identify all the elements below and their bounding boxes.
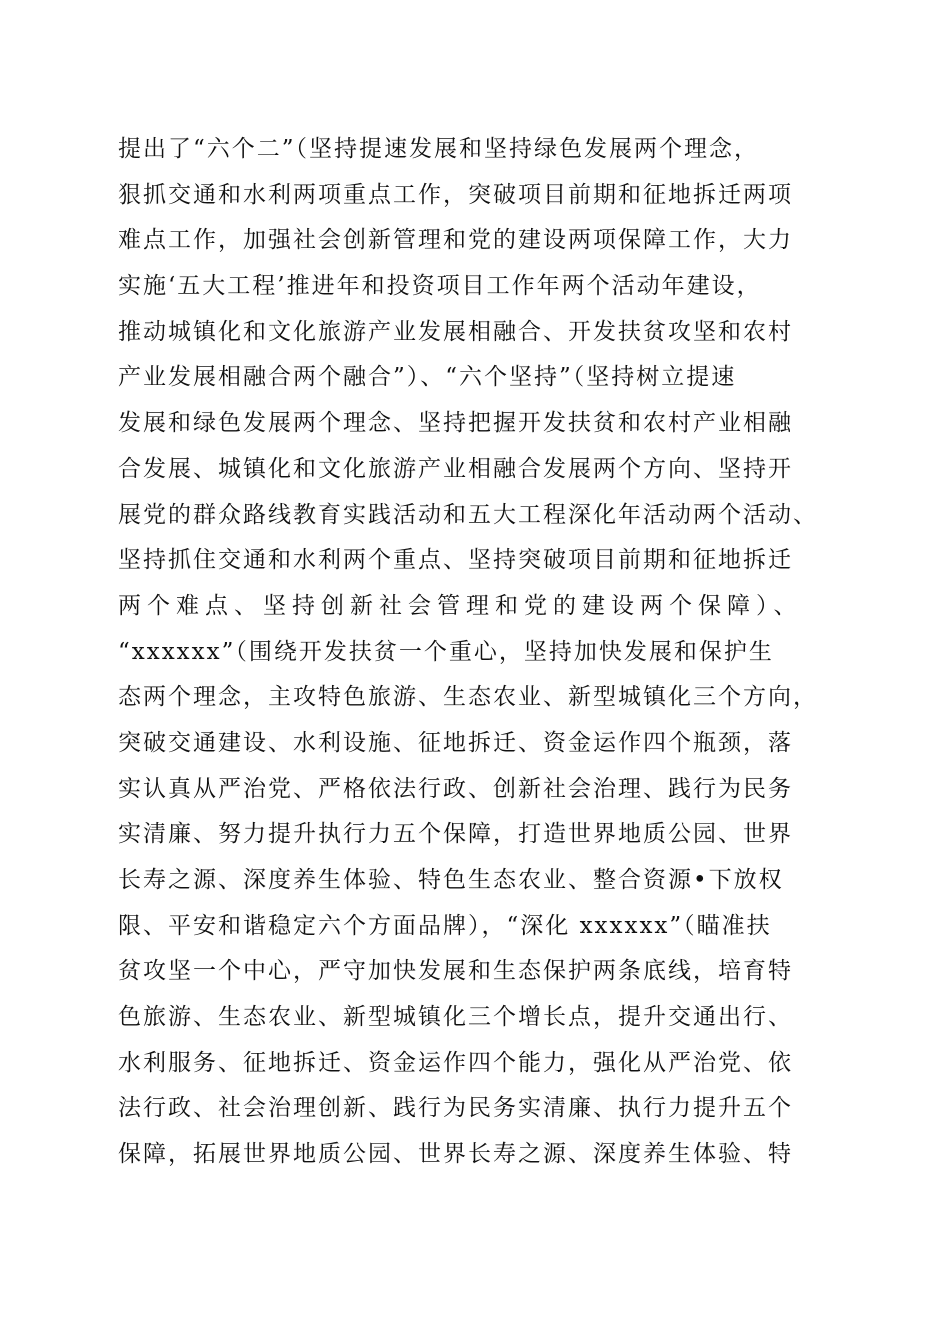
text-line: 保障，拓展世界地质公园、世界长寿之源、深度养生体验、特 [118, 1141, 793, 1168]
text-line: 两个难点、坚持创新社会管理和党的建设两个保障）、 [118, 592, 803, 619]
text-line: 坚持抓住交通和水利两个重点、坚持突破项目前期和征地拆迁 [118, 547, 793, 574]
text-line: 推动城镇化和文化旅游产业发展相融合、开发扶贫攻坚和农村 [118, 318, 793, 345]
text-line: 法行政、社会治理创新、践行为民务实清廉、执行力提升五个 [118, 1095, 793, 1122]
text-line: 实清廉、努力提升执行力五个保障，打造世界地质公园、世界 [118, 821, 793, 848]
text-line: 提出了“六个二”（坚持提速发展和坚持绿色发展两个理念， [118, 136, 760, 162]
text-line: 限、平安和谐稳定六个方面品牌），“深化 xxxxxx”（瞄准扶 [118, 912, 772, 939]
text-line: 实认真从严治党、严格依法行政、创新社会治理、践行为民务 [118, 775, 793, 802]
text-line: 实施‘五大工程’推进年和投资项目工作年两个活动年建设， [118, 273, 762, 300]
text-line: 突破交通建设、水利设施、征地拆迁、资金运作四个瓶颈，落 [118, 729, 793, 756]
text-line: 狠抓交通和水利两项重点工作，突破项目前期和征地拆迁两项 [118, 181, 793, 208]
text-line: 长寿之源、深度养生体验、特色生态农业、整合资源•下放权 [118, 867, 784, 893]
text-line: 水利服务、征地拆迁、资金运作四个能力，强化从严治党、依 [118, 1049, 793, 1076]
text-line: 产业发展相融合两个融合”）、“六个坚持”（坚持树立提速 [118, 364, 737, 391]
text-line: 合发展、城镇化和文化旅游产业相融合发展两个方向、坚持开 [118, 455, 793, 482]
text-line: 态两个理念，主攻特色旅游、生态农业、新型城镇化三个方向， [118, 684, 818, 711]
text-line: 展党的群众路线教育实践活动和五大工程深化年活动两个活动、 [118, 501, 818, 528]
text-line: 色旅游、生态农业、新型城镇化三个增长点，提升交通出行、 [118, 1004, 793, 1031]
text-line: 难点工作，加强社会创新管理和党的建设两项保障工作，大力 [118, 227, 793, 254]
text-line: 贫攻坚一个中心，严守加快发展和生态保护两条底线，培育特 [118, 958, 793, 985]
body-paragraph [118, 127, 838, 1178]
text-line: “xxxxxx”（围绕开发扶贫一个重心，坚持加快发展和保护生 [118, 638, 774, 665]
text-line: 发展和绿色发展两个理念、坚持把握开发扶贫和农村产业相融 [118, 410, 793, 437]
